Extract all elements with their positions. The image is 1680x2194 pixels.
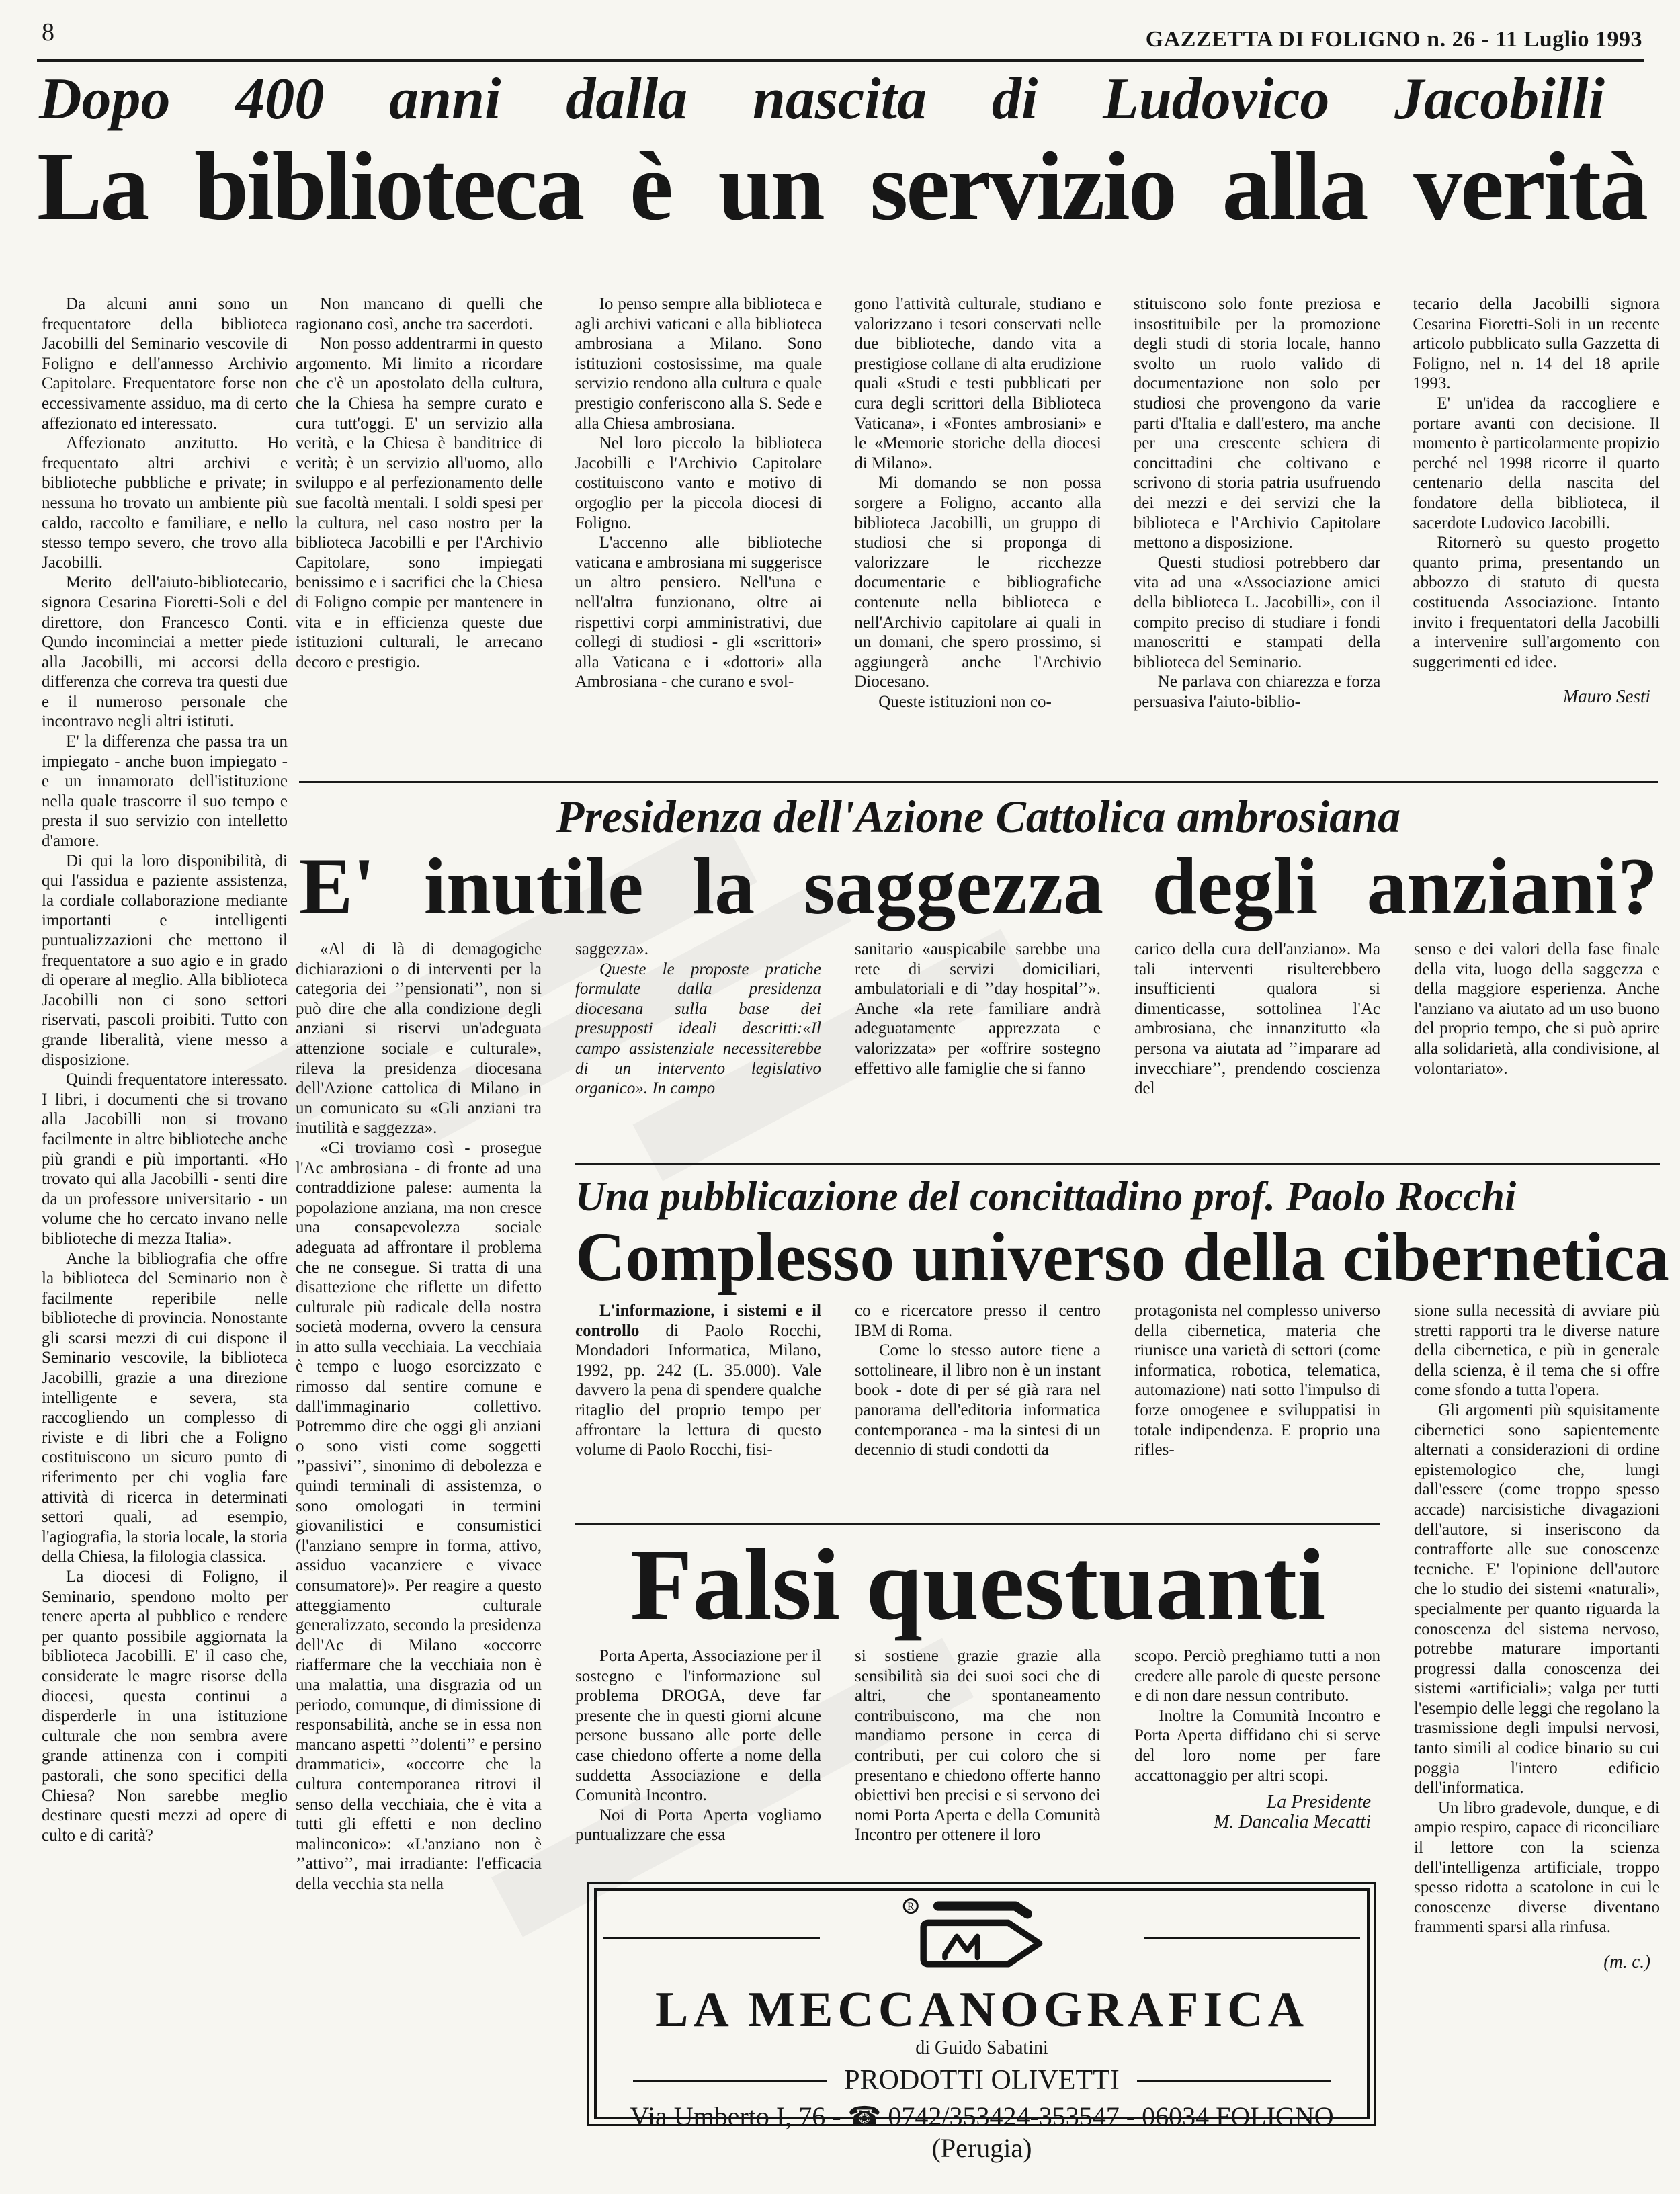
main-article-headline: La biblioteca è un servizio alla verità bbox=[37, 132, 1646, 241]
section-rule bbox=[575, 1163, 1660, 1165]
anziani-column-2 bbox=[575, 939, 821, 1161]
paragraph bbox=[575, 1301, 821, 1460]
main-article-columns bbox=[296, 294, 1660, 779]
paragraph: Queste le proposte pratiche formulate dalla presidenza diocesana sulla base dei presupposti ideali descritti:«Il campo assistenziale necessiterebbe di un intervento legislativo organico». In campo bbox=[575, 960, 821, 1098]
paragraph: Questi studiosi potrebbero dar vita ad una «Associazione amici della biblioteca L. Jacobilli», con il compito preciso di studiare i fondi manoscritti e stampati della biblioteca del Seminario. bbox=[1133, 553, 1381, 671]
paragraph: Io penso sempre alla biblioteca e agli archivi vaticani e alla biblioteca ambrosiana a Milano. Sono istituzioni costosissime, ma quale servizio rendono alla cultura e quale prestigio conferiscono alla S. Sede e alla Chiesa ambrosiana. bbox=[575, 295, 823, 433]
meccanografica-arrow-logo-icon bbox=[896, 1895, 1067, 1982]
paragraph: Da alcuni anni sono un frequentatore della biblioteca Jacobilli del Seminario vescovile di Foligno e dell'annesso Archivio Capitolare. Frequentatore forse non eccessivamente assiduo, ma di certo affezionato ed interessato. bbox=[42, 295, 288, 433]
anziani-column-3 bbox=[855, 939, 1101, 1161]
paragraph: E' un'idea da raccogliere e portare avanti con decisione. Il momento è particolarmente propizio perché nel 1998 ricorre il quarto centenario della nascita del fondatore della biblioteca, il sacerdote Ludovico Jacobilli. bbox=[1413, 394, 1660, 532]
masthead: GAZZETTA DI FOLIGNO n. 26 - 11 Luglio 1993 bbox=[1145, 27, 1642, 52]
paragraph: Affezionato anzitutto. Ho frequentato altri archivi e biblioteche pubbliche e private; in nessuna ho trovato un ambiente più caldo, raccolto e familiare, e nello stesso tempo severo, che trovo alla Jacobilli. bbox=[42, 434, 288, 572]
paragraph: Merito dell'aiuto-bibliotecario, signora Cesarina Fioretti-Soli e del direttore, don Francesco Conti. Qundo incominciai a metter piede alla Jacobilli, mi accorsi della differenza che correva tra questi due e il numeroso personale che incontravo negli altri istituti. bbox=[42, 573, 288, 731]
paragraph: Ritornerò su questo progetto quanto prima, presentando un abbozzo di statuto di questa costituenda Associazione. Intanto invito i frequentatori della Jacobilli a intervenire sull'argomento con suggerimenti ed idee. bbox=[1413, 534, 1660, 671]
paragraph: E' la differenza che passa tra un impiegato - anche buon impiegato - e un innamorato dell'istituzione nella quale trascorre il suo tempo e presta il suo servizio con intelletto d'amore. bbox=[42, 732, 288, 851]
cibernetica-columns bbox=[575, 1301, 1380, 1521]
anziani-column-5 bbox=[1414, 939, 1660, 1161]
paragraph: Mi domando se non possa sorgere a Foligno, accanto alla biblioteca Jacobilli, un gruppo di studiosi che si proponga di valorizzare le ricchezze documentarie e bibliografiche contenute nella biblioteca e nell'Archivio capitolare ai quali in un domani, che spero prossimo, si aggiungerà anche l'Archivio Diocesano. bbox=[854, 474, 1101, 691]
paragraph: Di qui la loro disponibilità, di qui l'assidua e paziente assistenza, la cordiale collaborazione mediante importanti e intelligenti puntualizzazioni che mettono il frequentatore a suo agio e in grado di operare al meglio. Alla biblioteca Jacobilli non ci sono settori riservati, pascoli proibiti. Tutto con grande liberalità, viene messo a disposizione. bbox=[42, 851, 288, 1069]
anziani-column-4 bbox=[1134, 939, 1380, 1161]
ad-address: Via Umberto I, 76 - ☎ 0742/353424-353547 - 06034 FOLIGNO (Perugia) bbox=[630, 2101, 1334, 2163]
anziani-kicker: Presidenza dell'Azione Cattolica ambrosiana bbox=[556, 791, 1401, 842]
paragraph: Quindi frequentatore interessato. I libri, i documenti che si trovano alla Jacobilli non si trovano facilmente in altre biblioteche anche più grandi e più importanti. «Ho trovato qui alla Jacobilli - senti dire da un professore universitario - un volume che ho cercato invano nelle biblioteche di mezza Italia». bbox=[42, 1070, 288, 1248]
questuanti-headline: Falsi questuanti bbox=[630, 1528, 1326, 1641]
cibernetica-column-3 bbox=[1134, 1301, 1380, 1521]
paragraph: Queste istituzioni non co- bbox=[878, 692, 1052, 711]
page-number: 8 bbox=[42, 18, 54, 46]
ad-owner: di Guido Sabatini bbox=[915, 2037, 1048, 2058]
book-title: L'informazione, i sistemi e il controllo bbox=[575, 1302, 821, 1340]
questuanti-column-3 bbox=[1134, 1646, 1380, 1880]
paragraph: tecario della Jacobilli signora Cesarina Fioretti-Soli in un recente articolo pubblicato sulla Gazzetta di Foligno, nel n. 14 del 18 aprile 1993. bbox=[1413, 295, 1660, 393]
paragraph: carico della cura dell'anziano». Ma tali interventi risulterebbero insufficienti qualora si dimenticasse, sottolinea l'Ac ambrosiana, che innanzitutto «la persona va aiutata ad ’’imparare ad invecchiare’’, prendendo coscienza del bbox=[1134, 940, 1380, 1098]
paragraph: Come lo stesso autore tiene a sottolineare, il libro non è un instant book - dote di per sé già rara nel panorama dell'editoria informatica contemporanea - ma la sintesi di un decennio di studi condotti da bbox=[855, 1341, 1101, 1460]
header-rule bbox=[37, 59, 1644, 62]
paragraph: stituiscono solo fonte preziosa e insostituibile per la promozione degli studi di storia locale, hanno svolto un ruolo valido di documentazione non solo per studiosi che provengono da varie parti d'Italia e dall'estero, ma anche per una crescente schiera di concittadini che coltivano e scrivono di storia patria usufruendo dei mezzi e dei servizi che la biblioteca e l'Archivio Capitolare mettono a disposizione. bbox=[1133, 295, 1381, 552]
cibernetica-headline: Complesso universo della cibernetica bbox=[575, 1219, 1669, 1296]
main-article-kicker: Dopo 400 anni dalla nascita di Ludovico Jacobilli bbox=[39, 67, 1605, 132]
cibernetica-kicker: Una pubblicazione del concittadino prof. Paolo Rocchi bbox=[575, 1174, 1517, 1220]
paragraph: Anche la bibliografia che offre la biblioteca del Seminario non è facilmente reperibile nelle biblioteche di provincia. Nonostante gli scarsi mezzi di cui dispone il Seminario vescovile, la biblioteca Jacobilli, grazie a una direzione intelligente e severa, sta raccogliendo un complesso di riviste e di libri che a Foligno costituiscono un sicuro punto di riferimento per chi voglia fare attività di ricerca in determinati settori quali, ad esempio, l'agiografia, la storia locale, la storia della Chiesa, la filologia classica. bbox=[42, 1249, 288, 1566]
paragraph: sanitario «auspicabile sarebbe una rete di servizi domiciliari, ambulatoriali e di ’’day hospital’’». Anche «la rete familiare andrà adeguatamente apprezzata e valorizzata» per «offrire sostegno effettivo alle famiglie che si fanno bbox=[855, 940, 1101, 1078]
main-article-column-1 bbox=[42, 294, 288, 2041]
cibernetica-signature: (m. c.) bbox=[1603, 1951, 1650, 1972]
paragraph: saggezza». bbox=[575, 940, 648, 958]
paragraph: scopo. Perciò preghiamo tutti a non credere alle parole di queste persone e di non dare nessun contributo. bbox=[1134, 1647, 1380, 1705]
anziani-columns bbox=[575, 939, 1660, 1161]
svg-text:R: R bbox=[907, 1900, 915, 1912]
paragraph: La diocesi di Foligno, il Seminario, spendono molto per tenere aperta al pubblico e rendere per quanto possibile aggiornata la biblioteca Jacobilli. E' il caso che, considerate le magre risorse della diocesi, questa continui a disperderle in una istituzione culturale che non sembra avere grande attinenza con i compiti pastorali, che sono specifici della Chiesa? Non sarebbe meglio destinare questi mezzi ad opere di culto e di carità? bbox=[42, 1568, 288, 1845]
paragraph: Un libro gradevole, dunque, e di ampio respiro, capace di riconciliare il lettore con la scienza dell'intelligenza artificiale, troppo spesso ridotta a scatolone in cui le conoscenze diverse diventano frammenti sparsi alla rinfusa. bbox=[1414, 1798, 1660, 1937]
questuanti-signature-name: M. Dancalia Mecatti bbox=[1213, 1811, 1371, 1832]
anziani-column-1 bbox=[296, 939, 542, 1980]
questuanti-columns bbox=[575, 1646, 1380, 1880]
cibernetica-column-1 bbox=[575, 1301, 821, 1521]
paragraph: protagonista nel complesso universo della cibernetica, materia che riunisce una varietà di settori (come informatica, robotica, telematica, automazione) nati sotto l'impulso di forze omogenee e sviluppatisi in totale indipendenza. E proprio una rifles- bbox=[1134, 1302, 1380, 1460]
paragraph: Non posso addentrarmi in questo argomento. Mi limito a ricordare che c'è un apostolato della cultura, che la Chiesa ha sempre curato e cura tutt'oggi. E' un servizio alla verità, e la Chiesa è banditrice di verità; è un servizio all'uomo, allo sviluppo e al perfezionamento delle sue facoltà mentali. I soldi spesi per la cultura, nel caso nostro per la biblioteca Jacobilli e per l'Archivio Capitolare, sono impiegati benissimo e i sacrifici che la Chiesa di Foligno compie per mantenere in vita e in efficienza queste due istituzioni culturali, le arrecano decoro e prestigio. bbox=[296, 335, 543, 671]
ad-divider bbox=[633, 2080, 827, 2082]
ad-divider bbox=[1144, 1937, 1360, 1939]
section-rule bbox=[299, 781, 1658, 783]
paragraph: gono l'attività culturale, studiano e valorizzano i tesori conservati nelle due biblioteche, dando vita a prestigiose collane di alta erudizione quali «Studi e testi pubblicati per cura degli scrittori della Biblioteca Vaticana», i «Fontes ambrosiani» e le «Memorie storiche della diocesi di Milano». bbox=[854, 295, 1101, 472]
anziani-headline: E' inutile la saggezza degli anziani? bbox=[299, 841, 1658, 931]
ad-divider bbox=[1137, 2080, 1331, 2082]
paragraph: senso e dei valori della fase finale della vita, luogo della saggezza e della maggiore esperienza. Anche l'anziano va aiutato ad un uso buono del proprio tempo, che si può aprire alla solidarietà, alla condivisione, al volontariato». bbox=[1414, 940, 1660, 1078]
questuanti-column-2 bbox=[855, 1646, 1101, 1880]
paragraph: «Ci troviamo così - prosegue l'Ac ambrosiana - di fronte ad una contraddizione palese: aumenta la popolazione anziana, ma non cresce una consapevolezza sociale adeguata ad affrontare il problema che ne consegue. Si tratta di una disattezione che riflette un difetto culturale più radicale della nostra società moderna, ovvero la censura in atto sulla vecchiaia. La vecchiaia è tempo e luogo esorcizzato e rimosso dal sentire comune e dall'immaginario collettivo. Potremmo dire che oggi gli anziani o sono visti come soggetti ’’passivi’’, sinonimo di debolezza e quindi terminali di assistemza, o sono omologati in termini giovanilistici e consumistici (l'anziano sempre in forma, attivo, assiduo vacanziere e vivace consumatore)». Per reagire a questo atteggiamento culturale generalizzato, secondo la presidenza dell'Ac di Milano «occorre riaffermare che la vecchiaia non è una malattia, una disgrazia od un periodo, comunque, di dimissione di responsabilità, anche se in essa non mancano aspetti ’’dolenti’’ e persino drammatici», «occorre che la cultura contemporanea ritrovi il senso della vecchiaia, che è vita a tutti gli effetti e non declino malinconico»: «L'anziano non è ’’attivo’’, mai irradiante: l'efficacia della vecchia sta nella bbox=[296, 1138, 542, 1893]
advertisement-box bbox=[594, 1888, 1370, 2163]
paragraph: Inoltre la Comunità Incontro e Porta Aperta diffidano chi si serve del loro nome per fare accattonaggio per altri scopi. bbox=[1134, 1706, 1380, 1785]
section-rule bbox=[575, 1523, 1380, 1525]
paragraph: L'accenno alle biblioteche vaticana e ambrosiana mi suggerisce un altro pensiero. Nell'una e nell'altra funzionano, oltre ai rispettivi corpi amministrativi, due collegi di studiosi - gli «scrittori» alla Vaticana e i «dottori» alla Ambrosiana - che curano e svol- bbox=[575, 534, 823, 691]
ad-products-line bbox=[597, 2064, 1367, 2097]
paragraph: Non mancano di quelli che ragionano così, anche tra sacerdoti. bbox=[296, 295, 543, 333]
ad-divider bbox=[603, 1937, 820, 1939]
ad-products-text: PRODOTTI OLIVETTI bbox=[844, 2065, 1120, 2096]
paragraph: si sostiene grazie grazie alla sensibilità sia dei suoi soci che di altri, che spontaneamento contribuiscono, ma che non mandiamo persone in cerca di contributi, per cui coloro che si presentano e chiedono offerte hanno obiettivi ben precisi e si servono dei nomi Porta Aperta e della Comunità Incontro per ottenere il loro bbox=[855, 1647, 1101, 1845]
cibernetica-column-4 bbox=[1414, 1301, 1660, 2148]
paragraph: «Al di là di demagogiche dichiarazioni o di interventi per la categoria dei ’’pensionati’’, non si può dire che alla condizione degli anziani si riservi un'adeguata attenzione sociale e culturale», rileva la presidenza diocesana dell'Azione cattolica di Milano in un comunicato su «Gli anziani tra inutilità e saggezza». bbox=[296, 940, 542, 1138]
questuanti-column-1 bbox=[575, 1646, 821, 1880]
paragraph: Porta Aperta, Associazione per il sostegno e l'informazione sul problema DROGA, deve far presente che in questi giorni alcune persone bussano alle porte delle case chiedono offerte a nome della suddetta Associazione e della Comunità Incontro. bbox=[575, 1647, 821, 1805]
paragraph: sione sulla necessità di avviare più stretti rapporti tra le diverse nature della cibernetica, e più in generale della scienza, è il tema che si offre come sfondo a tutta l'opera. bbox=[1414, 1302, 1660, 1400]
cibernetica-column-2 bbox=[855, 1301, 1101, 1521]
paragraph: Nel loro piccolo la biblioteca Jacobilli e l'Archivio Capitolare costituiscono vanto e motivo di orgoglio per la piccola diocesi di Foligno. bbox=[575, 434, 823, 532]
paragraph: Noi di Porta Aperta vogliamo puntualizzare che essa bbox=[575, 1806, 821, 1845]
paragraph-text: di Paolo Rocchi, Mondadori Informatica, Milano, 1992, pp. 242 (L. 35.000). Vale davvero la pena di spendere qualche ritaglio del proprio tempo per affrontare la lettura di questo volume di Paolo Rocchi, fisi- bbox=[575, 1321, 821, 1460]
paragraph: Ne parlava con chiarezza e forza persuasiva l'aiuto-biblio- bbox=[1133, 673, 1381, 711]
ad-company-name: LA MECCANOGRAFICA bbox=[655, 1982, 1309, 2037]
main-article-column-4 bbox=[854, 294, 1101, 779]
paragraph: Gli argomenti più squisitamente cibernetici sono sapientemente alternati a considerazioni di ordine epistemologico che, lungi dall'essere (come troppo spesso accade) narcisistiche divagazioni dell'autore, si inseriscono da contrafforte alle sue conoscenze tecniche. E' l'opinione dell'autore che lo studio dei sistemi «naturali», specialmente per quanto riguarda la conoscenza del sistema nervoso, potrebbe maturare importanti progressi dalla conoscenza dei sistemi «artificiali»; valga per tutti l'esempio delle leggi che regolano la trasmissione degli impulsi nervosi, tanto simili al codice binario su cui poggia l'intero edificio dell'informatica. bbox=[1414, 1400, 1660, 1798]
main-article-column-2 bbox=[296, 294, 543, 779]
main-article-column-5 bbox=[1134, 294, 1381, 779]
main-article-column-6 bbox=[1413, 294, 1660, 779]
ad-logo-row bbox=[597, 1895, 1367, 1984]
main-article-signature: Mauro Sesti bbox=[1562, 686, 1650, 707]
paragraph: co e ricercatore presso il centro IBM di Roma. bbox=[855, 1302, 1101, 1340]
main-article-column-3 bbox=[575, 294, 823, 779]
questuanti-signature-role: La Presidente bbox=[1266, 1791, 1371, 1813]
